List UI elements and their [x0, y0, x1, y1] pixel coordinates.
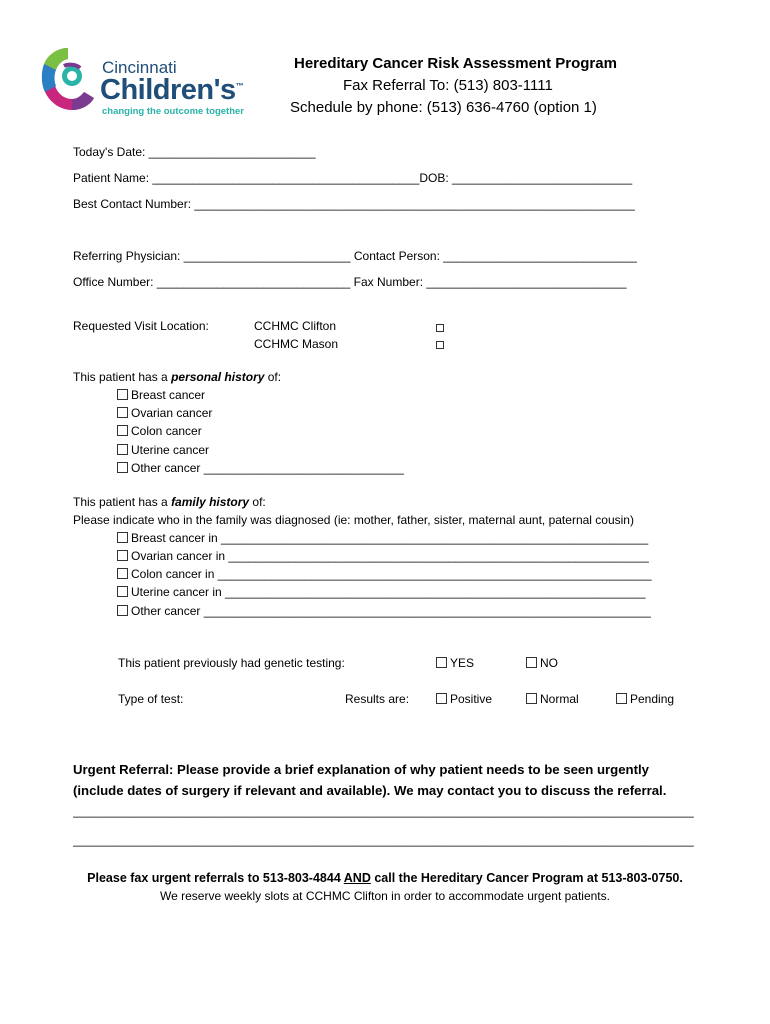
family-prefix: This patient has a	[73, 495, 172, 509]
item-label: Colon cancer in _________________________________________________________________	[131, 567, 652, 581]
genetic-yes-option[interactable]	[436, 656, 474, 670]
checkbox-icon[interactable]	[117, 389, 128, 400]
checkbox-mason[interactable]	[436, 341, 444, 349]
logo-line2	[100, 74, 243, 107]
personal-item-other[interactable]	[117, 461, 404, 475]
family-instruction: Please indicate who in the family was diagnosed (ie: mother, father, sister, maternal aunt, paternal cousin)	[73, 513, 634, 527]
referring-physician-field[interactable]: Referring Physician: _________________________ Contact Person: _____________________________	[73, 249, 637, 263]
visit-option-clifton: CCHMC Clifton	[254, 319, 337, 333]
personal-emph: personal history	[171, 370, 265, 384]
checkbox-icon[interactable]	[526, 657, 537, 668]
logo-line1: Cincinnati	[102, 58, 177, 77]
checkbox-icon[interactable]	[436, 693, 447, 704]
family-item-ovarian[interactable]	[117, 549, 649, 563]
type-of-test-label: Type of test:	[118, 692, 184, 706]
footer-and: AND	[343, 871, 371, 885]
personal-item-colon[interactable]	[117, 424, 202, 438]
checkbox-icon[interactable]	[117, 550, 128, 561]
item-label: Ovarian cancer in _______________________________________________________________	[131, 549, 649, 563]
option-label: Normal	[540, 692, 579, 706]
genetic-no-option[interactable]	[526, 656, 558, 670]
item-label: Uterine cancer in _______________________________________________________________	[131, 585, 646, 599]
item-label: Breast cancer in ________________________________________________________________	[131, 531, 649, 545]
personal-prefix: This patient has a	[73, 370, 172, 384]
visit-option-mason: CCHMC Mason	[254, 337, 339, 351]
checkbox-icon[interactable]	[526, 693, 537, 704]
best-contact-field[interactable]: Best Contact Number: __________________________________________________________________	[73, 197, 635, 211]
personal-item-breast[interactable]	[117, 388, 205, 402]
option-label: Positive	[450, 692, 493, 706]
checkbox-icon[interactable]	[117, 586, 128, 597]
option-label: NO	[540, 656, 558, 670]
item-label: Breast cancer	[131, 388, 206, 402]
logo-tm: ™	[235, 81, 244, 91]
item-label: Other cancer ___________________________________________________________________	[131, 604, 651, 618]
checkbox-icon[interactable]	[436, 657, 447, 668]
option-label: Pending	[630, 692, 675, 706]
page-title: Hereditary Cancer Risk Assessment Program	[294, 55, 617, 72]
result-pending-option[interactable]	[616, 692, 674, 706]
urgent-heading-line2: (include dates of surgery if relevant and available). We may contact you to discuss the referral.	[73, 783, 667, 798]
personal-item-uterine[interactable]	[117, 443, 209, 457]
personal-item-ovarian[interactable]	[117, 406, 212, 420]
family-emph: family history	[171, 495, 250, 509]
family-suffix: of:	[249, 495, 266, 509]
result-positive-option[interactable]	[436, 692, 492, 706]
checkbox-icon[interactable]	[117, 444, 128, 455]
footer-note: We reserve weekly slots at CCHMC Clifton in order to accommodate urgent patients.	[160, 889, 610, 903]
patient-name-field[interactable]: Patient Name: ________________________________________DOB: ___________________________	[73, 171, 633, 185]
family-item-colon[interactable]	[117, 567, 652, 581]
checkbox-clifton[interactable]	[436, 324, 444, 332]
result-normal-option[interactable]	[526, 692, 579, 706]
todays-date-field[interactable]: Today's Date: _________________________	[73, 145, 316, 159]
footer-fax-instruction	[0, 871, 770, 885]
family-item-uterine[interactable]	[117, 585, 646, 599]
urgent-blank-line1[interactable]: _____________________________________________________________________________________________	[73, 804, 694, 818]
office-number-field[interactable]: Office Number: _____________________________ Fax Number: ______________________________	[73, 275, 627, 289]
footer-part2: call the Hereditary Cancer Program at 513-803-0750.	[370, 871, 683, 885]
option-label: YES	[450, 656, 475, 670]
item-label: Other cancer ______________________________	[131, 461, 404, 475]
footer-part1: Please fax urgent referrals to 513-803-4844	[87, 871, 344, 885]
checkbox-icon[interactable]	[117, 568, 128, 579]
genetic-testing-question: This patient previously had genetic testing:	[118, 656, 345, 670]
personal-suffix: of:	[264, 370, 282, 384]
family-item-other[interactable]	[117, 604, 651, 618]
family-item-breast[interactable]	[117, 531, 648, 545]
logo-line2-text: Children's	[100, 74, 236, 106]
fax-referral: Fax Referral To: (513) 803-1111	[343, 77, 553, 94]
logo-tagline: changing the outcome together	[102, 106, 244, 117]
results-label: Results are:	[345, 692, 410, 706]
schedule-phone: Schedule by phone: (513) 636-4760 (option 1)	[290, 99, 597, 116]
item-label: Uterine cancer	[131, 443, 210, 457]
checkbox-icon[interactable]	[117, 425, 128, 436]
family-history-heading	[73, 495, 266, 509]
checkbox-icon[interactable]	[117, 407, 128, 418]
item-label: Colon cancer	[131, 424, 202, 438]
checkbox-icon[interactable]	[117, 462, 128, 473]
personal-history-heading	[73, 370, 281, 384]
visit-location-label: Requested Visit Location:	[73, 319, 209, 333]
urgent-blank-line2[interactable]: _____________________________________________________________________________________________	[73, 833, 694, 847]
checkbox-icon[interactable]	[117, 532, 128, 543]
checkbox-icon[interactable]	[117, 605, 128, 616]
logo	[36, 44, 246, 120]
logo-mark-icon	[36, 44, 100, 116]
urgent-heading-line1: Urgent Referral: Please provide a brief explanation of why patient needs to be seen urgently	[73, 762, 649, 777]
checkbox-icon[interactable]	[616, 693, 627, 704]
item-label: Ovarian cancer	[131, 406, 213, 420]
